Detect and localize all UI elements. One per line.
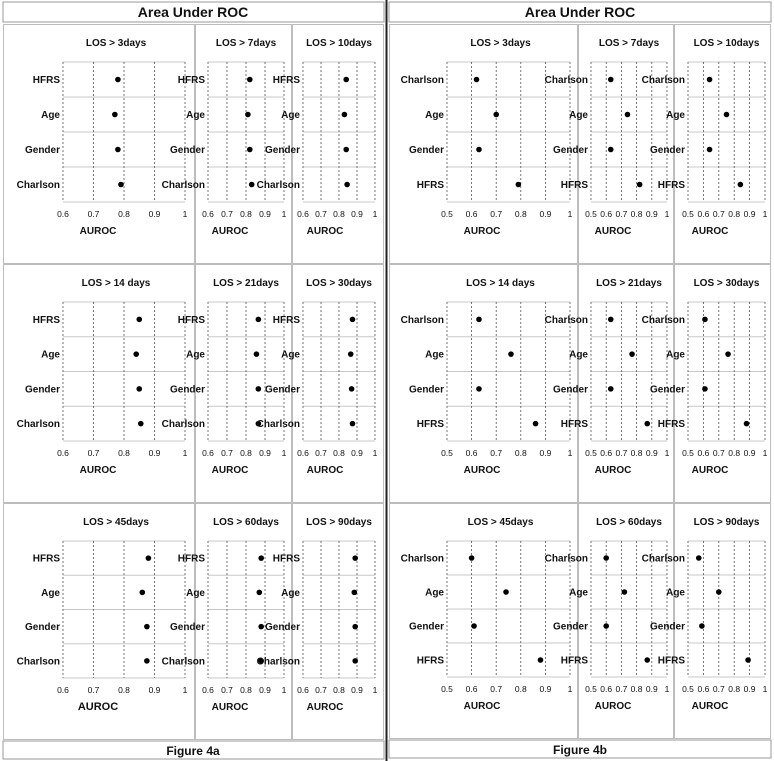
data-point [503, 589, 509, 595]
panel-a-3 [4, 265, 195, 503]
x-tick-label: 0.9 [259, 448, 271, 458]
category-label: Gender [264, 145, 300, 156]
x-tick-label: 1 [664, 209, 670, 219]
data-point [140, 590, 146, 596]
category-label: Charlson [544, 75, 588, 86]
figure-4a-caption: Figure 4a [166, 744, 220, 758]
data-point [352, 555, 358, 561]
data-point [349, 386, 355, 392]
x-tick-label: 0.8 [728, 448, 741, 458]
x-tick-label: 1 [372, 685, 378, 695]
category-label: Age [41, 110, 60, 121]
x-tick-label: 1 [182, 685, 188, 695]
data-point [115, 147, 121, 153]
category-label: Charlson [641, 553, 685, 565]
panel-a-6 [4, 504, 195, 740]
figure-4b-title: Area Under ROC [524, 4, 636, 20]
data-point [348, 351, 354, 357]
x-tick-label: 0.6 [465, 209, 478, 219]
data-point [608, 77, 614, 83]
x-tick-label: 0.5 [585, 209, 597, 219]
panel-title: LOS > 14 days [466, 278, 535, 289]
panel-title: LOS > 45days [83, 517, 149, 528]
panel-b-0 [390, 25, 578, 264]
category-label: Charlson [400, 75, 444, 86]
category-label: HFRS [416, 655, 444, 667]
panel-b-3 [390, 265, 578, 503]
data-point [608, 147, 614, 153]
x-tick-label: 0.7 [315, 685, 327, 695]
x-tick-label: 0.8 [240, 209, 252, 219]
data-point [516, 182, 522, 188]
category-label: Age [569, 349, 588, 361]
x-tick-label: 0.8 [630, 209, 643, 219]
x-tick-label: 0.8 [240, 685, 252, 695]
category-label: HFRS [560, 419, 588, 431]
category-label: Age [41, 349, 60, 361]
x-tick-label: 1 [567, 448, 573, 458]
data-point [724, 112, 730, 118]
x-tick-label: 1 [372, 448, 378, 458]
data-point [471, 623, 477, 629]
data-point [603, 623, 609, 629]
category-label: Age [281, 587, 300, 599]
category-label: Gender [24, 384, 60, 396]
category-label: Charlson [161, 656, 205, 668]
x-tick-label: 0.7 [87, 448, 100, 458]
data-point [716, 589, 722, 595]
x-tick-label: 0.7 [87, 209, 100, 219]
data-point [247, 77, 253, 83]
data-point [538, 657, 544, 663]
x-tick-label: 0.6 [202, 448, 214, 458]
panel-a-0 [4, 25, 195, 264]
x-tick-label: 0.9 [148, 448, 161, 458]
x-tick-label: 0.9 [539, 209, 552, 219]
x-tick-label: 0.9 [351, 209, 363, 219]
panel-title: LOS > 10days [306, 38, 372, 49]
data-point [476, 317, 482, 323]
data-point [258, 624, 264, 630]
x-tick-label: 1 [182, 209, 188, 219]
category-label: HFRS [657, 180, 685, 191]
x-tick-label: 0.8 [630, 684, 643, 694]
category-label: HFRS [416, 180, 444, 191]
x-tick-label: 0.6 [697, 448, 710, 458]
x-axis-label: AUROC [79, 226, 117, 237]
x-tick-label: 0.6 [297, 685, 309, 695]
data-point [707, 147, 713, 153]
data-point [343, 147, 349, 153]
data-point [146, 555, 152, 561]
x-tick-label: 0.5 [682, 684, 694, 694]
x-tick-label: 0.6 [465, 448, 478, 458]
panel-title: LOS > 10days [693, 38, 760, 49]
x-tick-label: 0.8 [728, 684, 741, 694]
data-point [256, 317, 262, 323]
category-label: Charlson [400, 314, 444, 326]
x-tick-label: 0.7 [712, 684, 725, 694]
x-tick-label: 0.6 [465, 684, 478, 694]
x-axis-label: AUROC [211, 226, 249, 237]
x-tick-label: 0.6 [600, 684, 613, 694]
category-label: Charlson [256, 419, 300, 431]
data-point [144, 658, 150, 664]
x-axis-label: AUROC [691, 226, 729, 237]
x-axis-label: AUROC [211, 702, 249, 713]
category-label: Charlson [544, 553, 588, 565]
panel-title: LOS > 21days [213, 278, 279, 289]
x-tick-label: 0.6 [600, 209, 613, 219]
x-axis-label: AUROC [306, 702, 344, 713]
x-tick-label: 0.7 [490, 448, 503, 458]
panel-title: LOS > 30days [306, 278, 372, 289]
x-axis-label: AUROC [211, 465, 249, 476]
category-label: Gender [408, 145, 444, 156]
data-point [344, 182, 350, 188]
x-tick-label: 0.9 [351, 448, 363, 458]
data-point [112, 112, 118, 118]
x-tick-label: 0.5 [682, 209, 694, 219]
x-axis-label: AUROC [463, 465, 501, 476]
category-label: HFRS [177, 75, 205, 86]
x-tick-label: 0.6 [57, 209, 69, 219]
category-label: Charlson [641, 75, 685, 86]
panel-title: LOS > 60days [213, 517, 279, 528]
x-tick-label: 1 [567, 209, 573, 219]
x-tick-label: 1 [567, 684, 573, 694]
panel-title: LOS > 90days [306, 517, 372, 528]
panel-title: LOS > 21days [596, 278, 662, 289]
x-tick-label: 0.7 [712, 448, 725, 458]
panel-title: LOS > 60days [596, 517, 662, 528]
panel-title: LOS > 45days [467, 517, 534, 528]
x-axis-label: AUROC [594, 465, 632, 476]
x-tick-label: 1 [664, 684, 670, 694]
category-label: HFRS [272, 75, 300, 86]
data-point [350, 317, 356, 323]
x-tick-label: 0.6 [600, 448, 613, 458]
data-point [644, 657, 650, 663]
x-tick-label: 1 [281, 685, 287, 695]
x-tick-label: 0.5 [441, 448, 453, 458]
category-label: HFRS [32, 314, 60, 326]
data-point [476, 147, 482, 153]
data-point [352, 590, 358, 596]
x-tick-label: 0.7 [490, 684, 503, 694]
x-tick-label: 0.6 [202, 685, 214, 695]
data-point [343, 77, 349, 83]
x-axis-label: AUROC [306, 465, 344, 476]
category-label: Age [186, 587, 205, 599]
x-tick-label: 0.5 [585, 684, 597, 694]
panel-title: LOS > 3days [470, 38, 531, 49]
x-tick-label: 0.5 [682, 448, 694, 458]
data-point [493, 112, 499, 118]
category-label: HFRS [560, 655, 588, 667]
data-point [342, 112, 348, 118]
data-point [508, 351, 514, 357]
x-tick-label: 0.9 [743, 448, 756, 458]
category-label: Charlson [16, 419, 60, 431]
category-label: Age [666, 587, 685, 599]
data-point [725, 351, 731, 357]
x-tick-label: 0.8 [514, 448, 527, 458]
category-label: Charlson [161, 419, 205, 431]
x-tick-label: 0.9 [539, 448, 552, 458]
category-label: Age [569, 110, 588, 121]
category-label: Charlson [161, 180, 205, 191]
x-tick-label: 0.9 [148, 685, 161, 695]
x-axis-label: AUROC [463, 226, 501, 237]
category-label: Gender [649, 145, 685, 156]
x-axis-label: AUROC [79, 465, 117, 476]
x-tick-label: 0.8 [333, 448, 345, 458]
x-tick-label: 0.7 [221, 685, 233, 695]
data-point [702, 317, 708, 323]
data-point [533, 421, 539, 427]
data-point [637, 182, 643, 188]
panel-title: LOS > 14 days [81, 278, 151, 289]
x-tick-label: 0.6 [57, 448, 69, 458]
category-label: Gender [24, 622, 60, 634]
x-tick-label: 0.7 [221, 209, 233, 219]
category-label: Gender [169, 145, 205, 156]
category-label: Gender [408, 621, 444, 633]
category-label: Gender [24, 145, 60, 156]
data-point [133, 351, 139, 357]
category-label: Gender [552, 621, 588, 633]
x-tick-label: 0.8 [333, 685, 345, 695]
x-tick-label: 0.8 [630, 448, 643, 458]
panel-b-6 [390, 504, 578, 739]
category-label: Age [281, 349, 300, 361]
category-label: HFRS [272, 314, 300, 326]
x-tick-label: 0.9 [743, 209, 756, 219]
category-label: Age [425, 110, 444, 121]
category-label: Gender [169, 384, 205, 396]
x-tick-label: 0.7 [615, 209, 628, 219]
category-label: Gender [408, 384, 444, 396]
x-tick-label: 0.9 [645, 448, 658, 458]
x-tick-label: 0.8 [514, 209, 527, 219]
data-point [707, 77, 713, 83]
panel-title: LOS > 90days [693, 517, 760, 528]
x-tick-label: 0.9 [259, 685, 271, 695]
x-tick-label: 0.6 [297, 209, 309, 219]
x-tick-label: 0.9 [259, 209, 271, 219]
x-tick-label: 0.8 [333, 209, 345, 219]
panel-title: LOS > 7days [598, 38, 660, 49]
data-point [115, 77, 121, 83]
data-point [352, 624, 358, 630]
x-tick-label: 0.9 [645, 684, 658, 694]
category-label: Charlson [16, 180, 60, 191]
category-label: Age [569, 587, 588, 599]
x-tick-label: 0.6 [697, 684, 710, 694]
x-tick-label: 1 [281, 209, 287, 219]
x-tick-label: 0.8 [728, 209, 741, 219]
data-point [622, 589, 628, 595]
data-point [474, 77, 480, 83]
category-label: Age [281, 110, 300, 121]
x-tick-label: 0.7 [615, 684, 628, 694]
category-label: Gender [552, 384, 588, 396]
panel-title: LOS > 3days [85, 38, 147, 49]
category-label: Charlson [256, 180, 300, 191]
x-tick-label: 0.7 [221, 448, 233, 458]
category-label: Age [666, 110, 685, 121]
data-point [738, 182, 744, 188]
category-label: HFRS [657, 419, 685, 431]
data-point [136, 386, 142, 392]
data-point [696, 555, 702, 561]
x-tick-label: 0.7 [87, 685, 100, 695]
category-label: Charlson [400, 553, 444, 565]
panel-title: LOS > 7days [215, 38, 277, 49]
data-point [603, 555, 609, 561]
x-tick-label: 0.8 [118, 448, 130, 458]
category-label: Age [425, 349, 444, 361]
category-label: HFRS [416, 419, 444, 431]
x-axis-label: AUROC [691, 465, 729, 476]
data-point [256, 386, 262, 392]
category-label: Charlson [544, 314, 588, 326]
x-axis-label: AUROC [594, 701, 632, 712]
data-point [469, 555, 475, 561]
category-label: Charlson [16, 656, 60, 668]
x-tick-label: 1 [281, 448, 287, 458]
data-point [118, 182, 124, 188]
data-point [608, 317, 614, 323]
category-label: Gender [264, 622, 300, 634]
x-tick-label: 0.8 [514, 684, 527, 694]
category-label: HFRS [560, 180, 588, 191]
category-label: HFRS [272, 553, 300, 565]
data-point [258, 555, 264, 561]
x-tick-label: 0.9 [743, 684, 756, 694]
data-point [629, 351, 635, 357]
data-point [744, 421, 750, 427]
category-label: HFRS [32, 553, 60, 565]
category-label: Gender [264, 384, 300, 396]
data-point [138, 421, 144, 427]
x-axis-label: AUROC [594, 226, 632, 237]
figure-4a-title: Area Under ROC [137, 4, 249, 20]
x-tick-label: 0.8 [118, 209, 130, 219]
x-tick-label: 0.7 [712, 209, 725, 219]
data-point [352, 658, 358, 664]
category-label: Age [425, 587, 444, 599]
x-tick-label: 0.8 [118, 685, 130, 695]
x-tick-label: 1 [762, 448, 768, 458]
x-tick-label: 0.5 [585, 448, 597, 458]
data-point [257, 590, 263, 596]
x-tick-label: 1 [762, 684, 768, 694]
x-tick-label: 0.5 [441, 684, 453, 694]
x-tick-label: 1 [664, 448, 670, 458]
x-tick-label: 0.9 [148, 209, 161, 219]
data-point [476, 386, 482, 392]
x-tick-label: 0.6 [297, 448, 309, 458]
data-point [350, 421, 356, 427]
x-tick-label: 1 [182, 448, 188, 458]
x-axis-label: AUROC [77, 701, 119, 713]
panel-title: LOS > 30days [693, 278, 760, 289]
data-point [136, 317, 142, 323]
x-tick-label: 0.9 [351, 685, 363, 695]
x-tick-label: 0.7 [615, 448, 628, 458]
category-label: Gender [169, 622, 205, 634]
x-tick-label: 0.6 [57, 685, 69, 695]
data-point [247, 147, 253, 153]
category-label: Age [666, 349, 685, 361]
figure-4b-caption: Figure 4b [552, 743, 608, 757]
x-axis-label: AUROC [463, 701, 501, 712]
category-label: Age [186, 349, 205, 361]
x-axis-label: AUROC [691, 701, 729, 712]
category-label: HFRS [177, 314, 205, 326]
category-label: HFRS [177, 553, 205, 565]
data-point [245, 112, 251, 118]
category-label: Age [186, 110, 205, 121]
x-tick-label: 0.8 [240, 448, 252, 458]
data-point [608, 386, 614, 392]
data-point [254, 351, 260, 357]
data-point [249, 182, 255, 188]
x-tick-label: 0.9 [539, 684, 552, 694]
data-point [699, 623, 705, 629]
category-label: Age [41, 587, 60, 599]
category-label: Charlson [256, 656, 300, 668]
x-tick-label: 1 [372, 209, 378, 219]
category-label: Gender [649, 384, 685, 396]
data-point [144, 624, 150, 630]
category-label: HFRS [657, 655, 685, 667]
data-point [745, 657, 751, 663]
category-label: HFRS [32, 75, 60, 86]
category-label: Gender [649, 621, 685, 633]
category-label: Charlson [641, 314, 685, 326]
x-tick-label: 0.7 [315, 209, 327, 219]
x-tick-label: 0.9 [645, 209, 658, 219]
x-tick-label: 0.5 [441, 209, 453, 219]
x-tick-label: 0.6 [697, 209, 710, 219]
data-point [702, 386, 708, 392]
x-axis-label: AUROC [306, 226, 344, 237]
data-point [644, 421, 650, 427]
data-point [625, 112, 631, 118]
x-tick-label: 0.7 [490, 209, 503, 219]
x-tick-label: 0.7 [315, 448, 327, 458]
x-tick-label: 0.6 [202, 209, 214, 219]
x-tick-label: 1 [762, 209, 768, 219]
category-label: Gender [552, 145, 588, 156]
